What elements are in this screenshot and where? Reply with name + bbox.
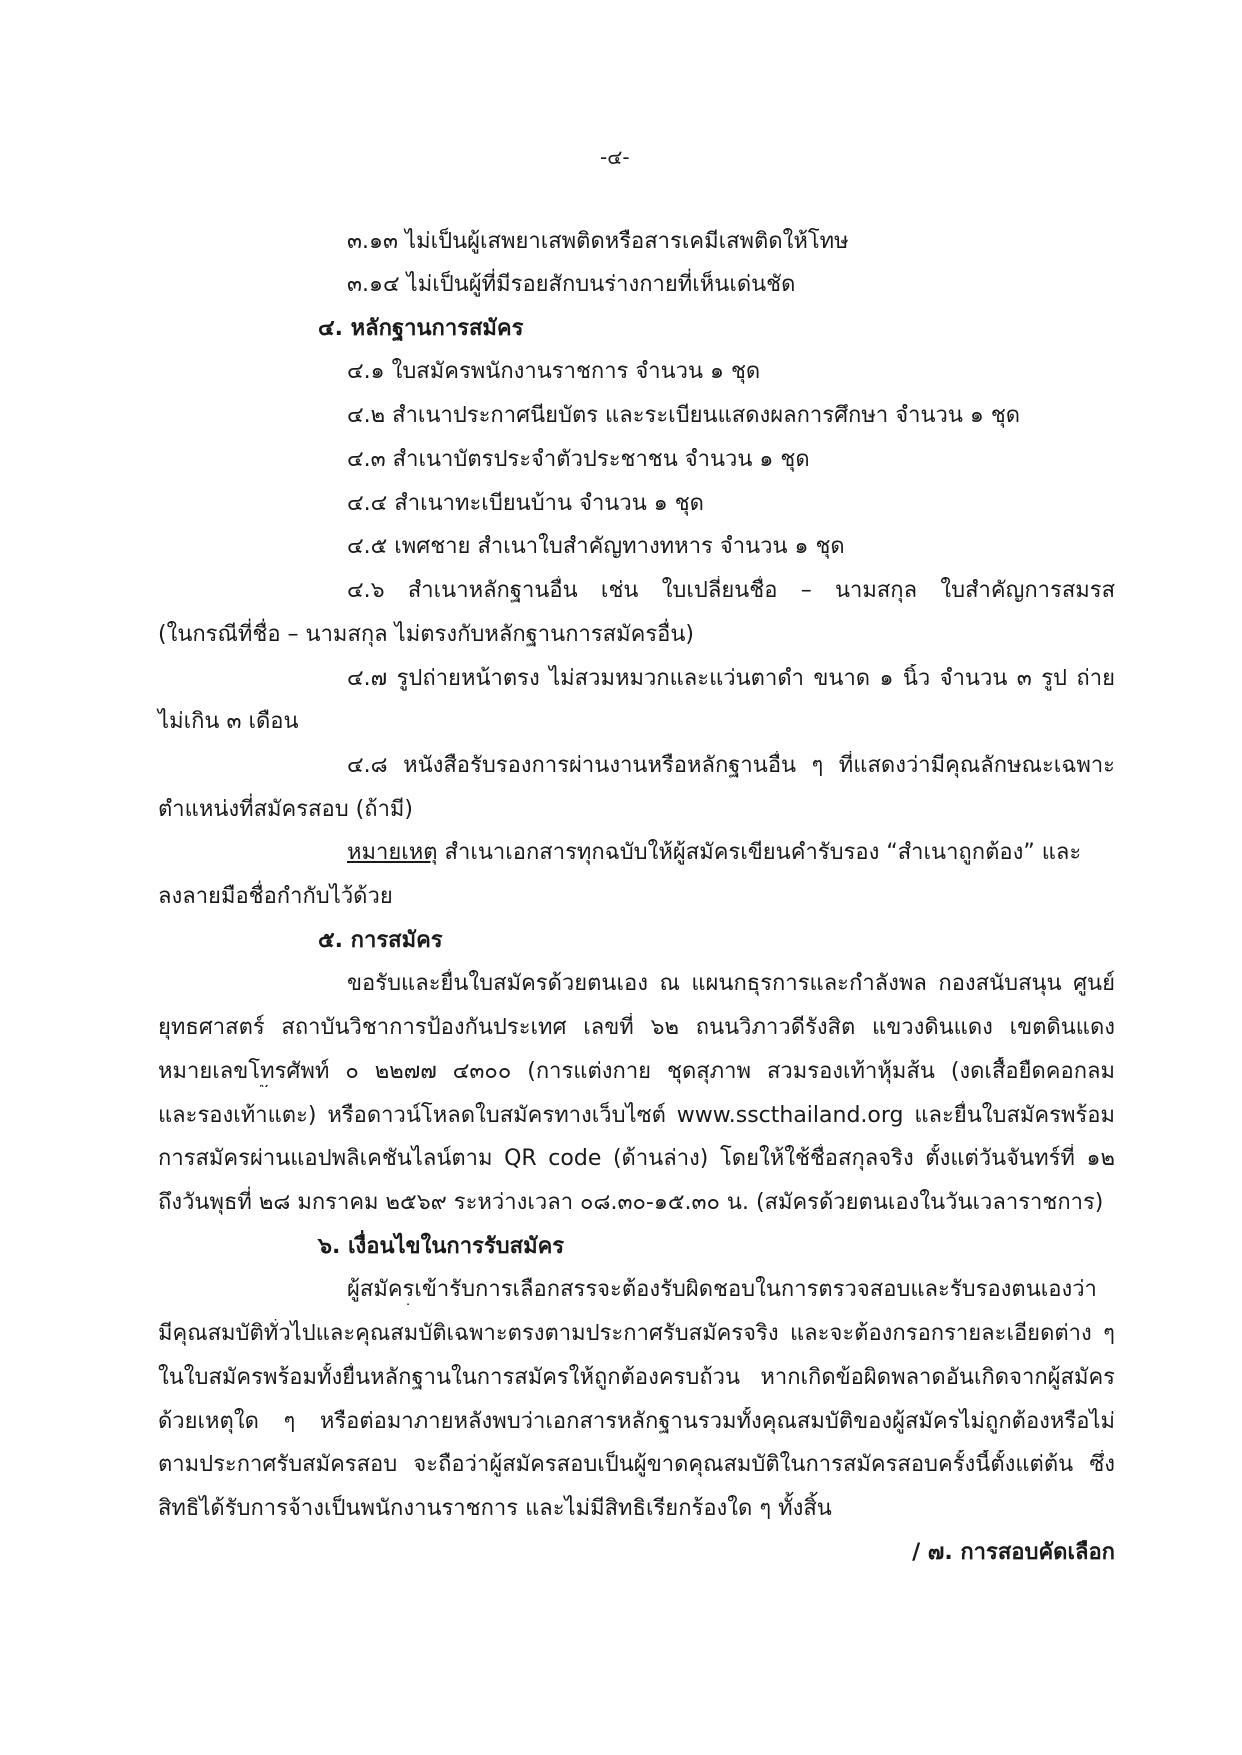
page-number: -๔-: [600, 145, 630, 169]
section-6-line: ในใบสมัครพร้อมทั้งยื่นหลักฐานในการสมัครให้ถูกต้องครบถ้วน หากเกิดข้อผิดพลาดอันเกิดจากผู้สมัคร: [158, 1365, 1115, 1390]
item-4-8-line1: ๔.๘ หนังสือรับรองการผ่านงานหรือหลักฐานอื่น ๆ ที่แสดงว่ามีคุณลักษณะเฉพาะ: [347, 753, 1115, 778]
section-6-line: มีคุณสมบัติทั่วไปและคุณสมบัติเฉพาะตรงตามประกาศรับสมัครจริง และจะต้องกรอกรายละเอียดต่าง ๆ: [158, 1321, 1115, 1346]
section-5-line: ขอรับและยื่นใบสมัครด้วยตนเอง ณ แผนกธุรการและกำลังพล กองสนับสนุน ศูนย์: [347, 971, 1115, 996]
section-6-line: ด้วยเหตุใด ๆ หรือต่อมาภายหลังพบว่าเอกสารหลักฐานรวมทั้งคุณสมบัติของผู้สมัครไม่ถูกต้องหรือไม่: [158, 1409, 1115, 1434]
item-3-13: ๓.๑๓ ไม่เป็นผู้เสพยาเสพติดหรือสารเคมีเสพติดให้โทษ: [347, 229, 849, 254]
note-line1: [347, 838, 1081, 868]
item-4-5: ๔.๕ เพศชาย สำเนาใบสำคัญทางทหาร จำนวน ๑ ชุด: [347, 534, 845, 559]
item-3-14: ๓.๑๔ ไม่เป็นผู้ที่มีรอยสักบนร่างกายที่เห็นเด่นชัด: [347, 272, 796, 297]
section-6-line: สิทธิได้รับการจ้างเป็นพนักงานราชการ และไม่มีสิทธิเรียกร้องใด ๆ ทั้งสิ้น: [158, 1496, 832, 1521]
section-5-line: ยุทธศาสตร์ สถาบันวิชาการป้องกันประเทศ เลขที่ ๖๒ ถนนวิภาวดีรังสิต แขวงดินแดง เขตดินแดง: [158, 1015, 1115, 1040]
item-4-8-line2: ตำแหน่งที่สมัครสอบ (ถ้ามี): [158, 797, 414, 822]
item-4-4: ๔.๔ สำเนาทะเบียนบ้าน จำนวน ๑ ชุด: [347, 491, 704, 516]
item-4-7-line1: ๔.๗ รูปถ่ายหน้าตรง ไม่สวมหมวกและแว่นตาดำ ขนาด ๑ นิ้ว จำนวน ๓ รูป ถ่าย: [347, 666, 1115, 691]
item-4-3: ๔.๓ สำเนาบัตรประจำตัวประชาชน จำนวน ๑ ชุด: [347, 447, 810, 472]
section-5-heading: ๕. การสมัคร: [318, 928, 443, 953]
section-6-heading: ๖. เงื่อนไขในการรับสมัคร: [318, 1234, 565, 1259]
section-5-line: หมายเลขโทรศัพท์ ๐ ๒๒๗๗ ๔๓๐๐ (การแต่งกาย ชุดสุภาพ สวมรองเท้าหุ้มส้น (งดเสื้อยืดคอกลม: [158, 1059, 1115, 1084]
continuation-note: / ๗. การสอบคัดเลือก: [912, 1540, 1115, 1565]
note-text: สำเนาเอกสารทุกฉบับให้ผู้สมัครเขียนคำรับรอง “สำเนาถูกต้อง” และ: [437, 840, 1082, 865]
section-5-line: การสมัครผ่านแอปพลิเคชันไลน์ตาม QR code (ด้านล่าง) โดยให้ใช้ชื่อสกุลจริง ตั้งแต่วันจันทร์ที่ ๑๒: [158, 1146, 1115, 1171]
item-4-1: ๔.๑ ใบสมัครพนักงานราชการ จำนวน ๑ ชุด: [347, 359, 761, 384]
item-4-6-line2: (ในกรณีที่ชื่อ – นามสกุล ไม่ตรงกับหลักฐานการสมัครอื่น): [158, 622, 694, 647]
item-4-6-line1: ๔.๖ สำเนาหลักฐานอื่น เช่น ใบเปลี่ยนชื่อ – นามสกุล ใบสำคัญการสมรส: [347, 578, 1115, 603]
section-5-line: และรองเท้าแตะ) หรือดาวน์โหลดใบสมัครทางเว็บไซต์ www.sscthailand.org และยื่นใบสมัครพร้อม: [158, 1103, 1115, 1128]
item-4-7-line2: ไม่เกิน ๓ เดือน: [158, 709, 299, 734]
section-6-line: ตามประกาศรับสมัครสอบ จะถือว่าผู้สมัครสอบเป็นผู้ขาดคุณสมบัติในการสมัครสอบครั้งนี้ตั้งแต่ต้น ซึ่ง: [158, 1452, 1115, 1477]
section-4-heading: ๔. หลักฐานการสมัคร: [318, 316, 524, 341]
section-6-line: ผู้สมัครเข้ารับการเลือกสรรจะต้องรับผิดชอบในการตรวจสอบและรับรองตนเองว่า: [347, 1277, 1097, 1302]
note-label: หมายเหตุ: [347, 840, 438, 865]
section-5-line: ถึงวันพุธที่ ๒๘ มกราคม ๒๕๖๙ ระหว่างเวลา ๐๘.๓๐-๑๕.๓๐ น. (สมัครด้วยตนเองในวันเวลาราชการ): [158, 1190, 1104, 1215]
note-line2: ลงลายมือชื่อกำกับไว้ด้วย: [158, 884, 393, 909]
item-4-2: ๔.๒ สำเนาประกาศนียบัตร และระเบียนแสดงผลการศึกษา จำนวน ๑ ชุด: [347, 403, 1021, 428]
